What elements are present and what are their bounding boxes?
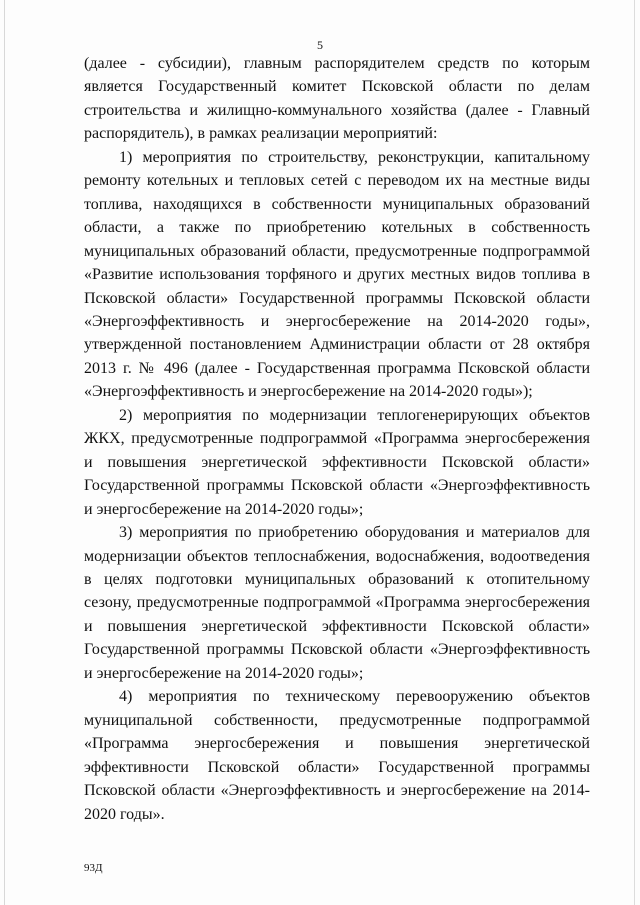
paragraph-item-4: 4) мероприятия по техническому перевооружению объектов муниципальной собственности, предусмотренные подпрограммой «Программа энергосбережения и повышения энергетической эффективности Псковской области» Государственной программы Псковской области «Энергоэффективность и энергосбережение на 2014-2020 годы». bbox=[84, 688, 590, 823]
document-code: 93Д bbox=[84, 862, 103, 874]
paragraph-intro: (далее - субсидии), главным распорядителем средств по которым является Государственный комитет Псковской области по делам строительства и жилищно-коммунального хозяйства (далее - Главный распорядитель), в рамках реализации мероприятий: bbox=[84, 55, 590, 143]
page-number: 5 bbox=[317, 38, 323, 52]
page-edge-right bbox=[634, 0, 635, 905]
paragraph-item-3: 3) мероприятия по приобретению оборудования и материалов для модернизации объектов теплоснабжения, водоснабжения, водоотведения в целях подготовки муниципальных образований к отопительному сезону, предусмотренные подпрограммой «Программа энергосбережения и повышения энергетической эффективности Псковской области» Государственной программы Псковской области «Энергоэффективность и энергосбережение на 2014-2020 годы»; bbox=[84, 524, 590, 682]
paragraph-item-2: 2) мероприятия по модернизации теплогенерирующих объектов ЖКХ, предусмотренные подпрограммой «Программа энергосбережения и повышения энергетической эффективности Псковской области» Государственной программы Псковской области «Энергоэффективность и энергосбережение на 2014-2020 годы»; bbox=[84, 406, 590, 518]
paragraph-item-1: 1) мероприятия по строительству, реконструкции, капитальному ремонту котельных и тепловых сетей с переводом их на местные виды топлива, находящихся в собственности муниципальных образований области, а также по приобретению котельных в собственность муниципальных образований области, предусмотренные подпрограммой «Развитие использования торфяного и других местных видов топлива в Псковской области» Государственной программы Псковской области «Энергоэффективность и энергосбережение на 2014-2020 годы», утвержденной постановлением Администрации области от 28 октября 2013 г. № 496 (далее - Государственная программа Псковской области «Энергоэффективность и энергосбережение на 2014-2020 годы»); bbox=[84, 148, 590, 401]
page-edge-left bbox=[4, 0, 5, 905]
document-body bbox=[84, 52, 590, 826]
